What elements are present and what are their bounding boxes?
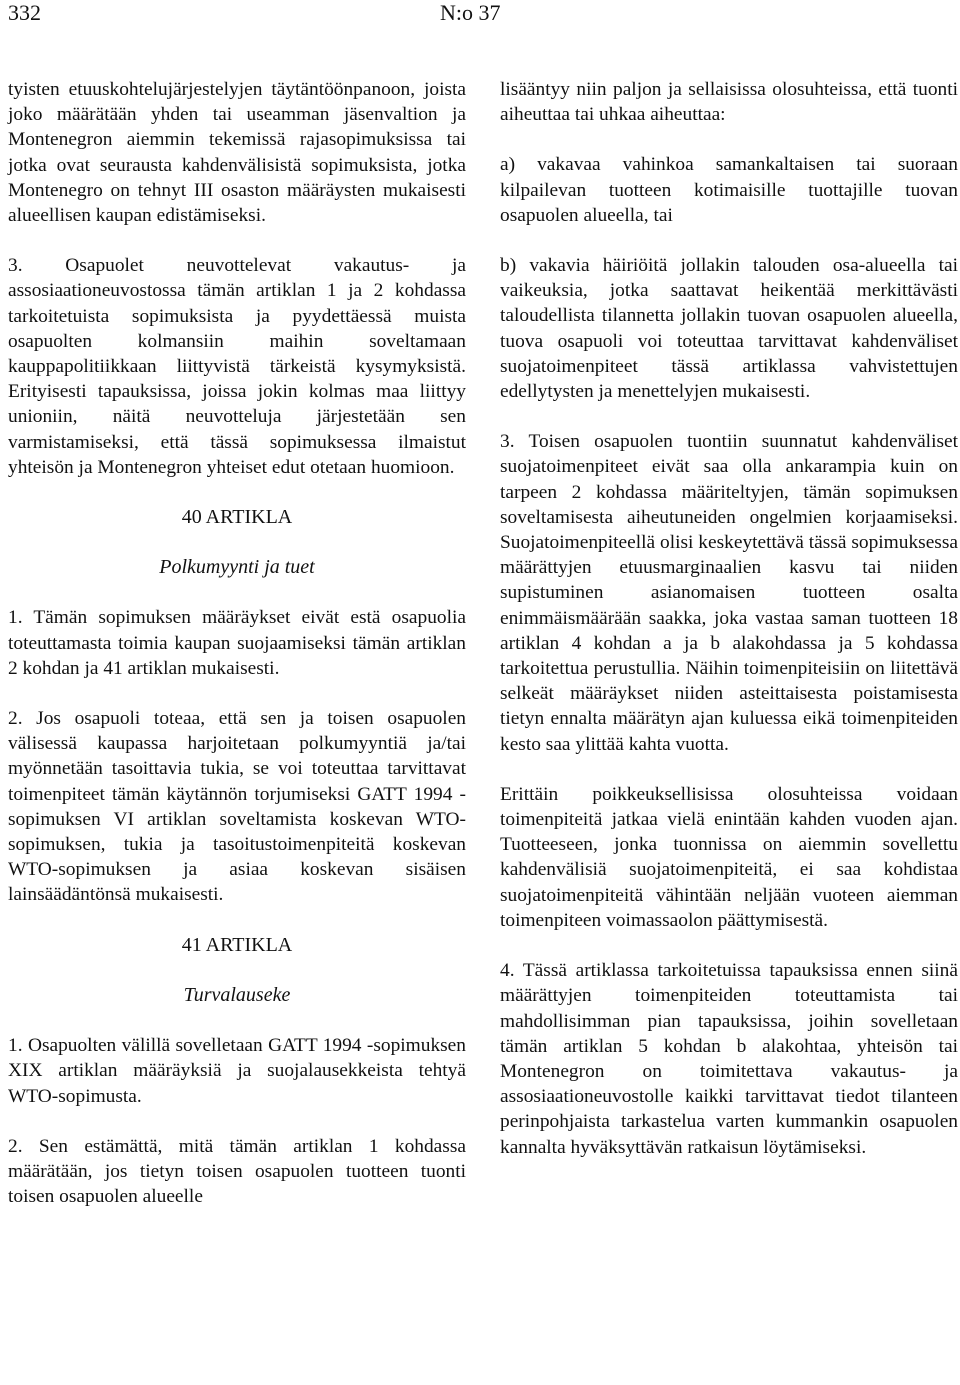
- article-title: Turvalauseke: [183, 983, 291, 1006]
- document-reference: N:o 37: [440, 0, 501, 25]
- paragraph: 3. Osapuolet neuvottelevat vakautus- ja assosiaationeuvostossa tämän artiklan 1 ja 2 kohdassa tarkoitetuista sopimuksista ja pyydettäessä muista osapuolten kolmansiin maihin soveltamaan kauppapolitiikkaan liittyvistä tärkeistä kysymyksistä. Erityisesti tapauksissa, joissa jokin kolmas maa liittyy unioniin, näitä neuvotteluja järjestetään sen varmistamiseksi, että tässä sopimuksessa ilmaistut yhteisön ja Montenegron yhteiset edut otetaan huomioon.: [8, 255, 466, 478]
- page-number: 332: [8, 0, 41, 25]
- paragraph: 2. Jos osapuoli toteaa, että sen ja toisen osapuolen välisessä kaupassa harjoitetaan polkumyyntiä ja/tai myönnetään tasoittavia tukia, se voi toteuttaa tarvittavat toimenpiteet tämän käytännön torjumiseksi GATT 1994 -sopimuksen VI artiklan soveltamista koskevan WTO-sopimuksen, tukia ja tasoitustoimenpiteitä koskevan WTO-sopimuksen ja asiaa koskevan sisäisen lainsäädäntönsä mukaisesti.: [8, 708, 466, 906]
- paragraph: tyisten etuuskohtelujärjestelyjen täytäntöönpanoon, joista joko määrätään yhden tai useamman jäsenvaltion ja Montenegron aiemmin tekemissä rajasopimuksissa tai jotka ovat seurausta kahdenvälisistä sopimuksista, jotka Montenegro on tehnyt III osaston määräysten mukaisesti alueellisen kaupan edistämiseksi.: [8, 79, 466, 227]
- paragraph: b) vakavia häiriöitä jollakin talouden osa-alueella tai vaikeuksia, jotka saattavat heikentää merkittävästi taloudellista tilannetta jollakin tuovan osapuolen alueella, tuova osapuoli voi toteuttaa tarvittavat kahdenväliset suojatoimenpiteet tässä artiklassa vahvistettujen edellytysten ja menettelyjen mukaisesti.: [500, 255, 958, 403]
- article-title: Polkumyynti ja tuet: [159, 556, 315, 579]
- page-header: [0, 0, 960, 40]
- paragraph: 3. Toisen osapuolen tuontiin suunnatut kahdenväliset suojatoimenpiteet eivät saa olla ankarampia kuin on tarpeen 2 kohdassa määriteltyjen, tämän sopimuksen soveltamisesta aiheutuneiden ongelmien korjaamiseksi. Suojatoimenpiteellä olisi keskeytettävä tässä sopimuksessa määrättyjen etuusmarginaalien kasvu tai niiden supistuminen asianomaisen tuotteen osalta enimmäismäärään saakka, joka vastaa saman tuotteen 18 artiklan 4 kohdan a ja b alakohdassa ja 5 kohdassa tarkoitettua perustullia. Näihin toimenpiteisiin on liitettävä selkeät määräykset niiden asteittaisesta poistamisesta tietyn ennalta määrätyn ajan kuluessa eikä toimenpiteiden kesto saa ylittää kahta vuotta.: [500, 431, 958, 755]
- article-heading: 40 ARTIKLA: [181, 506, 293, 529]
- paragraph: a) vakavaa vahinkoa samankaltaisen tai suoraan kilpailevan tuotteen kotimaisille tuottajille tuovan osapuolen alueella, tai: [500, 154, 958, 226]
- paragraph: 4. Tässä artiklassa tarkoitetuissa tapauksissa ennen siinä määrättyjen toimenpiteiden toteuttamista tai mahdollisimman pian tapauksissa, joihin sovelletaan tämän artiklan 5 kohdan b alakohtaa, yhteisön tai Montenegron on toimitettava vakautus- ja assosiaationeuvostolle kaikki tarvittavat tiedot tilanteen perinpohjaista tarkastelua varten kummankin osapuolen kannalta hyväksyttävän ratkaisun löytämiseksi.: [500, 960, 958, 1158]
- paragraph: 1. Tämän sopimuksen määräykset eivät estä osapuolia toteuttamasta toimia kaupan suojaamiseksi tämän artiklan 2 kohdan ja 41 artiklan mukaisesti.: [8, 607, 466, 679]
- paragraph: 1. Osapuolten välillä sovelletaan GATT 1994 -sopimuksen XIX artiklan määräyksiä ja suojalausekkeista tehtyä WTO-sopimusta.: [8, 1035, 466, 1107]
- paragraph: 2. Sen estämättä, mitä tämän artiklan 1 kohdassa määrätään, jos tietyn toisen osapuolen tuotteen tuonti toisen osapuolen alueelle: [8, 1135, 466, 1208]
- article-heading: 41 ARTIKLA: [181, 933, 293, 956]
- paragraph: lisääntyy niin paljon ja sellaisissa olosuhteissa, että tuonti aiheuttaa tai uhkaa aiheuttaa:: [500, 79, 958, 126]
- paragraph: Erittäin poikkeuksellisissa olosuhteissa voidaan toimenpiteitä jatkaa vielä enintään kahden vuoden ajan. Tuotteeseen, jonka tuonnissa on aiemmin sovellettu kahdenvälisiä suojatoimenpiteitä, ei saa kohdistaa suojatoimenpiteitä vähintään neljään vuoteen aiemman toimenpiteen voimassaolon päättymisestä.: [500, 783, 958, 931]
- left-column: [8, 77, 466, 1209]
- right-column: [500, 77, 958, 1160]
